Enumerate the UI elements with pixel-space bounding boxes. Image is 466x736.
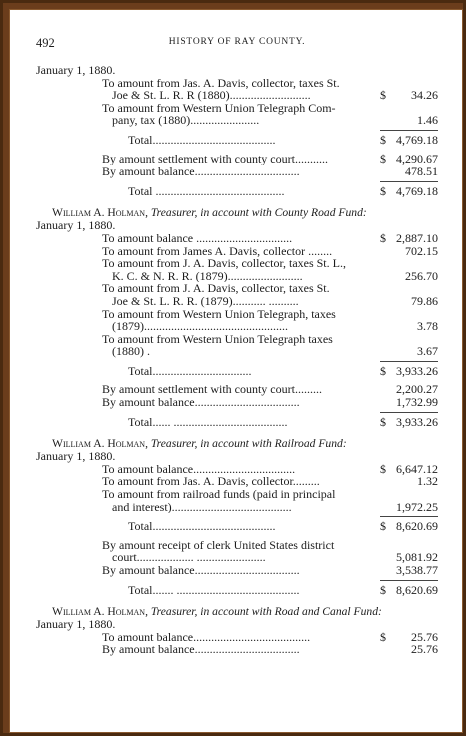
entry-date (36, 450, 438, 463)
ledger-line (36, 345, 438, 358)
line-amount: 34.26 (411, 88, 438, 103)
line-text: To amount from James A. Davis, collector ........ (102, 244, 333, 258)
dollar-sign: $ (380, 132, 386, 147)
line-text: By amount balance................................... (102, 396, 300, 409)
line-text: To amount from Western Union Telegraph Com- (102, 100, 336, 115)
line-amount: 2,887.10 (396, 230, 438, 245)
total-line (36, 365, 438, 378)
line-text: K. C. & N. R. R. (1879)......................... (112, 269, 303, 283)
line-text: Joe & St. L. R. R (1880)........................... (112, 89, 311, 102)
line-text: To amount from Jas. A. Davis, collector......... (102, 475, 320, 489)
line-text: By amount balance................................... (102, 165, 300, 178)
account-section (36, 197, 438, 428)
book-page (9, 9, 463, 733)
ledger-line (36, 165, 438, 178)
account-title: Treasurer, in account with County Road Fund: (150, 206, 367, 220)
line-amount: 6,647.12 (396, 461, 438, 476)
line-text: To amount from J. A. Davis, collector, taxes St. (102, 281, 330, 296)
line-amount: 2,200.27 (396, 382, 438, 397)
running-title: HISTORY OF RAY COUNTY. (168, 37, 306, 47)
line-amount: 4,769.18 (396, 183, 438, 198)
ledger-line (36, 564, 438, 577)
ledger-line (36, 77, 438, 90)
line-text: By amount balance................................... (102, 564, 300, 577)
total-line (36, 134, 438, 147)
ledger-line (36, 102, 438, 115)
line-text: and interest)........................................ (112, 500, 292, 514)
section-spacer (36, 197, 438, 206)
dollar-sign: $ (380, 414, 386, 429)
total-line (36, 584, 438, 597)
line-amount: 1.46 (417, 113, 438, 128)
line-amount: 1.32 (417, 474, 438, 489)
section-spacer (36, 596, 438, 605)
line-text: Total................................. (128, 364, 252, 378)
treasurer-name: William A. Holman, (52, 605, 148, 619)
ledger-line (36, 295, 438, 308)
dollar-sign: $ (380, 151, 386, 166)
ledger-line (36, 333, 438, 346)
line-amount: 3,933.26 (396, 414, 438, 429)
line-text: To amount from Jas. A. Davis, collector, taxes St. (102, 75, 340, 90)
ledger-line (36, 89, 438, 102)
line-text: To amount from J. A. Davis, collector, taxes St. L., (102, 256, 346, 271)
ledger-line (36, 153, 438, 166)
dollar-sign: $ (380, 363, 386, 378)
total-rule (380, 361, 438, 362)
line-amount: 4,769.18 (396, 132, 438, 147)
entry-date (36, 618, 438, 631)
line-text: By amount balance................................... (102, 643, 300, 656)
total-rule (380, 181, 438, 182)
account-section (36, 428, 438, 596)
section-spacer (36, 428, 438, 437)
treasurer-name: William A. Holman, (52, 437, 148, 451)
total-line (36, 416, 438, 429)
ledger-line (36, 257, 438, 270)
ledger-line (36, 501, 438, 514)
line-text: January 1, 1880. (36, 617, 116, 632)
ledger-line (36, 383, 438, 396)
ledger-line (36, 396, 438, 409)
entry-date (36, 219, 438, 232)
line-text: January 1, 1880. (36, 449, 116, 464)
line-amount: 5,081.92 (396, 550, 438, 565)
total-rule (380, 412, 438, 413)
entry-date (36, 64, 438, 77)
line-text: January 1, 1880. (36, 63, 116, 77)
line-text: Total......................................... (128, 520, 276, 533)
line-text: By amount settlement with county court......... (102, 383, 322, 397)
ledger-line (36, 114, 438, 127)
ledger-line (36, 282, 438, 295)
line-text: Total ........................................... (128, 184, 285, 198)
line-text: To amount balance.................................. (102, 462, 296, 476)
dollar-sign: $ (380, 88, 386, 103)
line-text: To amount from railroad funds (paid in principal (102, 487, 336, 502)
line-amount: 4,290.67 (396, 151, 438, 166)
ledger-line (36, 643, 438, 656)
line-amount: 3.67 (417, 344, 438, 359)
line-amount: 79.86 (411, 293, 438, 308)
page-header (36, 36, 438, 52)
total-line (36, 185, 438, 198)
ledger-line (36, 320, 438, 333)
line-text: Joe & St. L. R. R. (1879)........... .......... (112, 294, 299, 308)
account-title: Treasurer, in account with Railroad Fund: (150, 437, 347, 451)
line-amount: 702.15 (405, 243, 438, 258)
line-amount: 8,620.69 (396, 519, 438, 534)
line-text: Total......................................... (128, 133, 276, 147)
total-rule (380, 516, 438, 517)
line-text: To amount from Western Union Telegraph taxes (102, 331, 333, 346)
ledger-content (36, 64, 438, 656)
line-amount: 478.51 (405, 164, 438, 179)
account-title: Treasurer, in account with Road and Canal Fund: (150, 605, 382, 619)
dollar-sign: $ (380, 582, 386, 597)
total-rule (380, 580, 438, 581)
line-text: To amount from Western Union Telegraph, taxes (102, 306, 336, 321)
line-text: By amount settlement with county court........... (102, 152, 328, 166)
ledger-line (36, 631, 438, 644)
ledger-line (36, 488, 438, 501)
dollar-sign: $ (380, 461, 386, 476)
line-text: (1879)................................................ (112, 320, 288, 333)
line-text: pany, tax (1880)....................... (112, 114, 260, 127)
account-section (36, 64, 438, 197)
ledger-line (36, 551, 438, 564)
ledger-line (36, 539, 438, 552)
dollar-sign: $ (380, 519, 386, 534)
account-section (36, 596, 438, 656)
line-text: (1880) . (112, 345, 150, 358)
line-amount: 3.78 (417, 319, 438, 334)
line-amount: 3,538.77 (396, 563, 438, 577)
line-amount: 25.76 (411, 629, 438, 644)
line-amount: 3,933.26 (396, 363, 438, 378)
dollar-sign: $ (380, 230, 386, 245)
ledger-line (36, 308, 438, 321)
line-amount: 25.76 (411, 642, 438, 657)
dollar-sign: $ (380, 629, 386, 644)
treasurer-name: William A. Holman, (52, 206, 148, 220)
line-text: To amount balance....................................... (102, 630, 311, 644)
line-text: Total....... ......................................... (128, 583, 300, 597)
ledger-line (36, 232, 438, 245)
line-text: January 1, 1880. (36, 218, 116, 233)
page-number: 492 (36, 36, 55, 50)
line-amount: 1,732.99 (396, 395, 438, 410)
line-text: By amount receipt of clerk United States district (102, 537, 335, 552)
line-text: court................... ....................... (112, 551, 266, 564)
line-amount: 8,620.69 (396, 582, 438, 597)
line-text: Total...... ...................................... (128, 415, 288, 429)
dollar-sign: $ (380, 183, 386, 198)
ledger-line (36, 463, 438, 476)
total-rule (380, 130, 438, 131)
total-line (36, 520, 438, 533)
line-text: To amount balance ................................ (102, 231, 293, 245)
line-amount: 1,972.25 (396, 499, 438, 514)
line-amount: 256.70 (405, 268, 438, 283)
